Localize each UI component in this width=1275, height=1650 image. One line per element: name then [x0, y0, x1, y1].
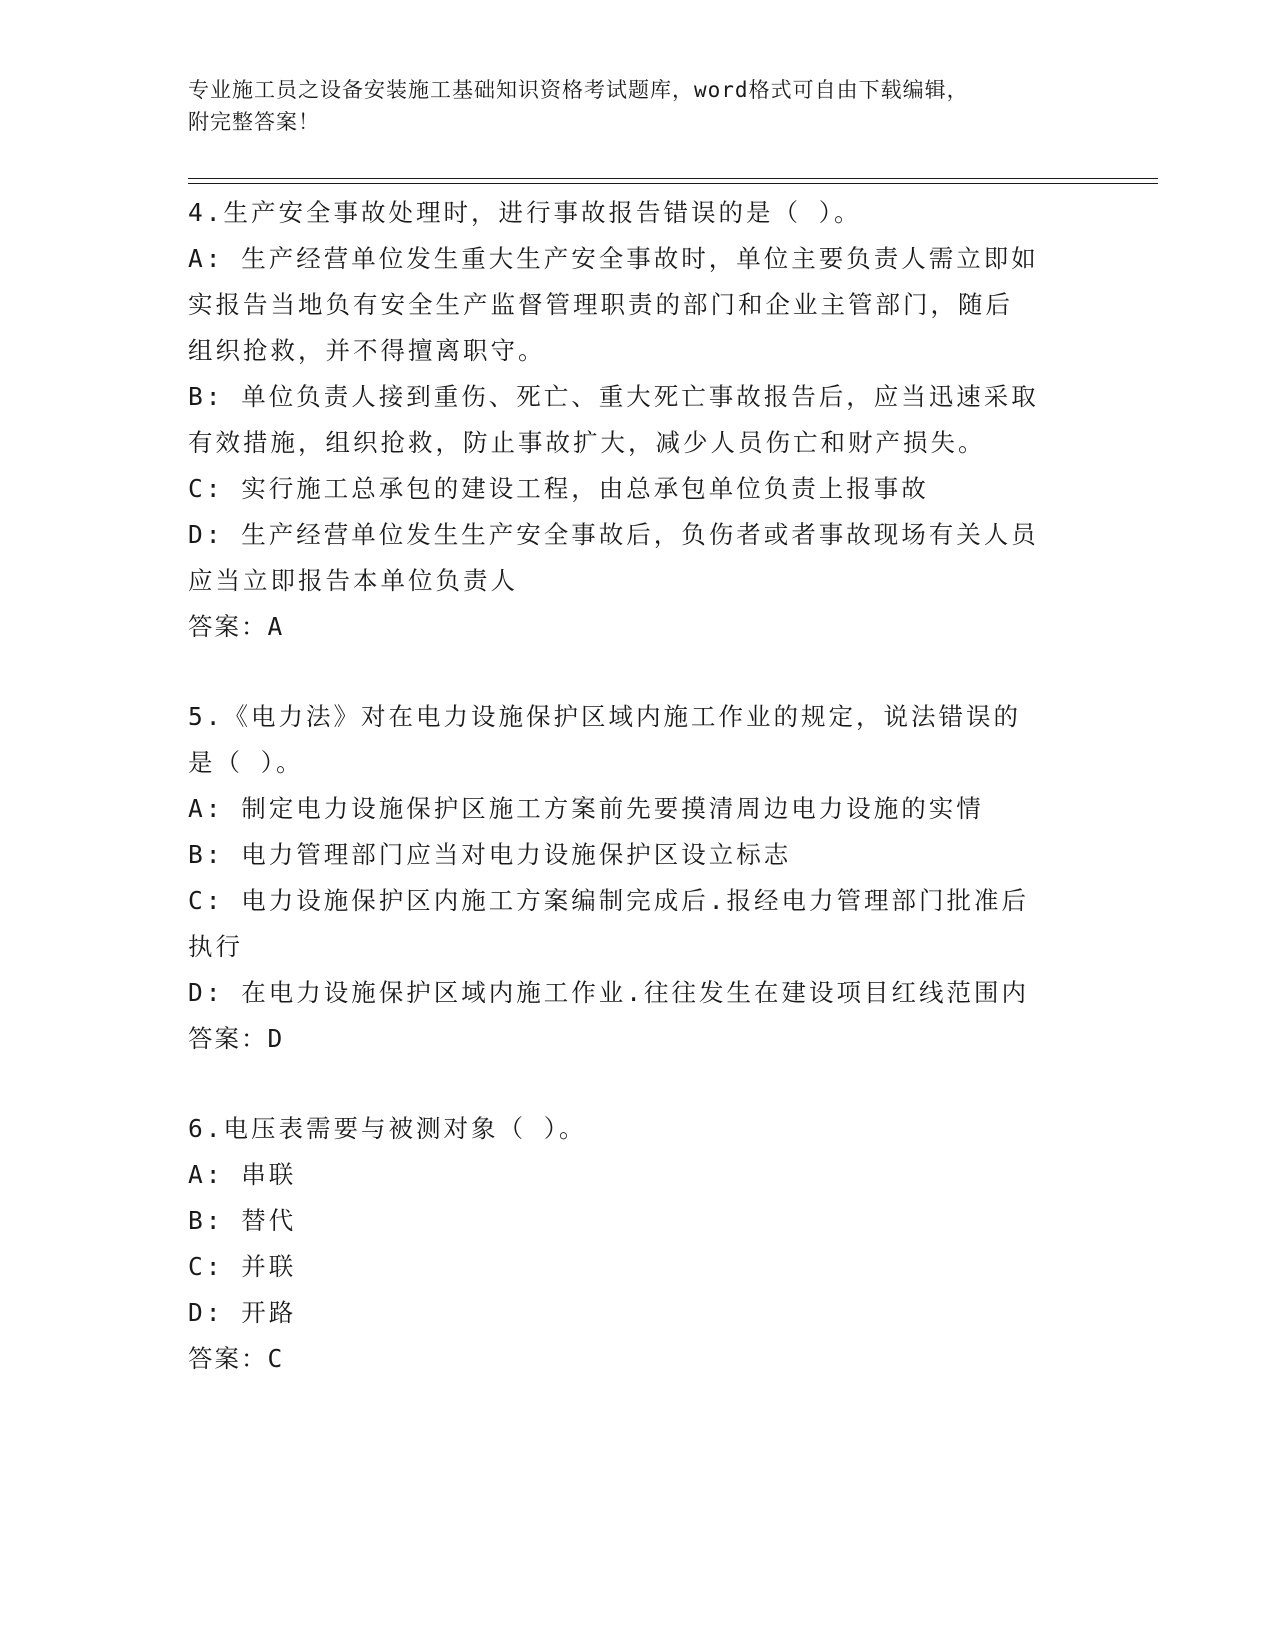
option-line: D: 在电力设施保护区域内施工作业.往往发生在建设项目红线范围内 [188, 978, 1029, 1007]
question-gap [188, 1062, 1088, 1106]
option-c [188, 466, 1088, 512]
option-c [188, 878, 1088, 970]
option-d [188, 1290, 1088, 1336]
option-line: 实报告当地负有安全生产监督管理职责的部门和企业主管部门，随后 [188, 290, 1013, 319]
header-divider-bottom [188, 183, 1158, 184]
option-line: 执行 [188, 932, 243, 961]
header-line-1: 专业施工员之设备安装施工基础知识资格考试题库，word格式可自由下载编辑， [188, 78, 969, 102]
question-5 [188, 694, 1088, 1062]
option-line: C: 电力设施保护区内施工方案编制完成后.报经电力管理部门批准后 [188, 886, 1029, 915]
header-divider-top [188, 178, 1158, 179]
option-a [188, 1152, 1088, 1198]
option-line: B: 单位负责人接到重伤、死亡、重大死亡事故报告后，应当迅速采取 [188, 382, 1039, 411]
question-stem: 4.生产安全事故处理时，进行事故报告错误的是（ ）。 [188, 198, 862, 227]
option-line: A: 制定电力设施保护区施工方案前先要摸清周边电力设施的实情 [188, 794, 984, 823]
option-line: 有效措施，组织抢救，防止事故扩大，减少人员伤亡和财产损失。 [188, 428, 986, 457]
option-line: A: 串联 [188, 1160, 297, 1189]
option-d [188, 512, 1088, 604]
document-header [188, 74, 1068, 138]
question-list [188, 190, 1088, 1382]
option-line: 组织抢救，并不得擅离职守。 [188, 336, 546, 365]
option-line: 应当立即报告本单位负责人 [188, 566, 518, 595]
option-c [188, 1244, 1088, 1290]
answer: 答案：D [188, 1024, 285, 1053]
option-line: D: 生产经营单位发生生产安全事故后，负伤者或者事故现场有关人员 [188, 520, 1039, 549]
question-6 [188, 1106, 1088, 1382]
option-line: B: 电力管理部门应当对电力设施保护区设立标志 [188, 840, 792, 869]
option-line: D: 开路 [188, 1298, 297, 1327]
option-line: C: 并联 [188, 1252, 297, 1281]
answer: 答案：A [188, 612, 285, 641]
option-d [188, 970, 1088, 1016]
answer: 答案：C [188, 1344, 285, 1373]
option-line: A: 生产经营单位发生重大生产安全事故时，单位主要负责人需立即如 [188, 244, 1039, 273]
option-b [188, 374, 1088, 466]
option-b [188, 1198, 1088, 1244]
option-line: C: 实行施工总承包的建设工程，由总承包单位负责上报事故 [188, 474, 929, 503]
option-line: B: 替代 [188, 1206, 297, 1235]
question-stem: 是（ ）。 [188, 748, 304, 777]
option-b [188, 832, 1088, 878]
question-stem: 5.《电力法》对在电力设施保护区域内施工作业的规定，说法错误的 [188, 702, 1021, 731]
option-a [188, 786, 1088, 832]
header-line-2: 附完整答案！ [188, 110, 320, 134]
question-4 [188, 190, 1088, 650]
option-a [188, 236, 1088, 374]
question-gap [188, 650, 1088, 694]
question-stem: 6.电压表需要与被测对象（ ）。 [188, 1114, 587, 1143]
